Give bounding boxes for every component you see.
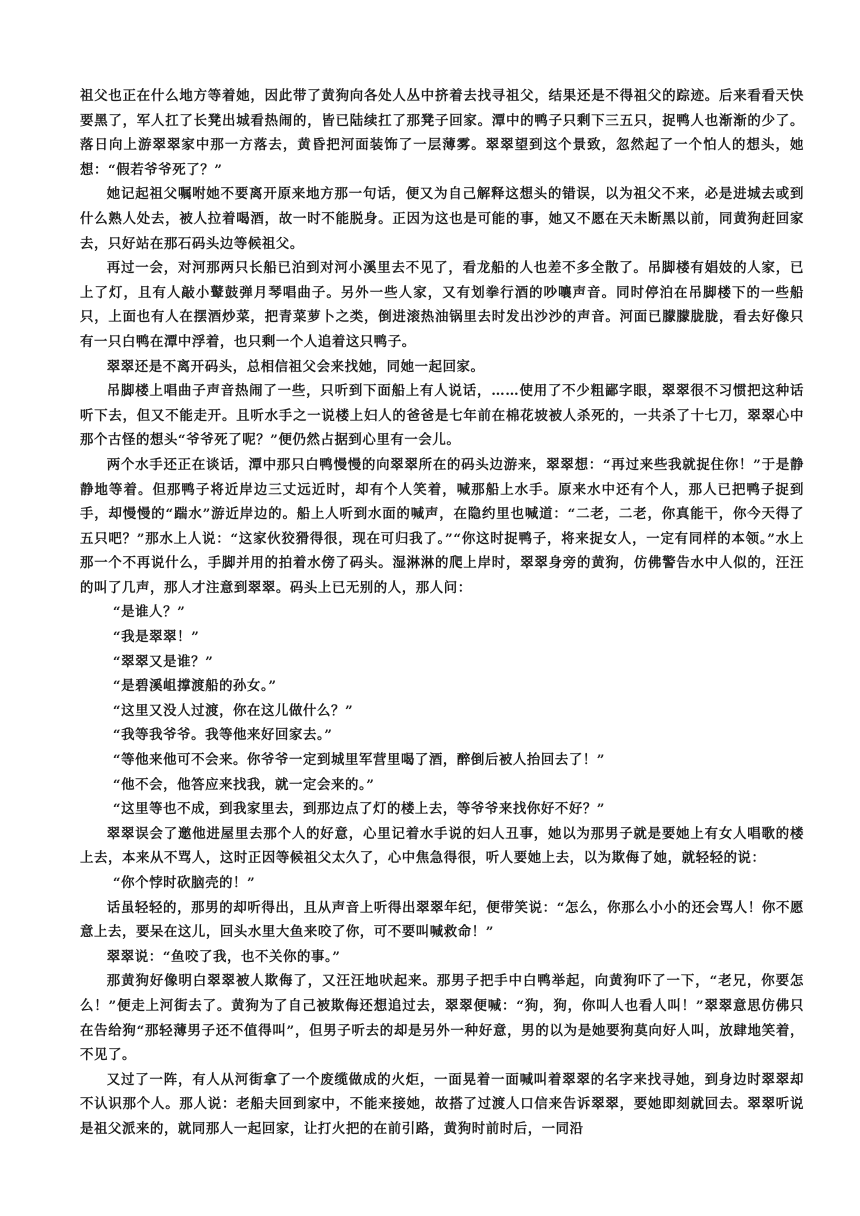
paragraph-1: 祖父也正在什么地方等着她，因此带了黄狗向各处人丛中挤着去找寻祖父，结果还是不得祖父的踪迹。后来看看天快要黑了，军人扛了长凳出城看热闹的，皆已陆续扛了那凳子回家。潭中的鸭子只剩下三五只，捉鸭人也渐渐的少了。落日向上游翠翠家中那一方落去，黄昏把河面装饰了一层薄雾。翠翠望到这个景致，忽然起了一个怕人的想头，她想：“假若爷爷死了？” [80,88,804,178]
paragraph-11: 又过了一阵，有人从河街拿了一个废缆做成的火炬，一面晃着一面喊叫着翠翠的名字来找寻她，到身边时翠翠却不认识那个人。那人说：老船夫回到家中，不能来接她，故搭了过渡人口信来告诉翠翠，要她即刻就回去。翠翠听说是祖父派来的，就同那人一起回家，让打火把的在前引路，黄狗时前时后，一同沿 [80,1071,804,1137]
dialogue-line-5: “这里又没人过渡，你在这儿做什么？” [112,702,354,719]
paragraph-6: 两个水手还正在谈话，潭中那只白鸭慢慢的向翠翠所在的码头边游来，翠翠想：“再过来些我就捉住你！”于是静静地等着。但那鸭子将近岸边三丈远近时，却有个人笑着，喊那船上水手。原来水中还有个人，那人已把鸭子捉到手，却慢慢的“踹水”游近岸边的。船上人听到水面的喊声，在隐约里也喊道：“二老，二老，你真能干，你今天得了五只吧？”那水上人说：“这家伙狡猾得很，现在可归我了。”“你这时捉鸭子，将来捉女人，一定有同样的本领。”水上那一个不再说什么，手脚并用的拍着水傍了码头。湿淋淋的爬上岸时，翠翠身旁的黄狗，仿佛警告水中人似的，汪汪的叫了几声，那人才注意到翠翠。码头上已无别的人，那人问： [80,456,804,596]
paragraph-4: 翠翠还是不离开码头，总相信祖父会来找她，同她一起回家。 [106,358,485,375]
paragraph-10: 那黄狗好像明白翠翠被人欺侮了，又汪汪地吠起来。那男子把手中白鸭举起，向黄狗吓了一下，“老兄，你要怎么！”便走上河街去了。黄狗为了自己被欺侮还想追过去，翠翠便喊：“狗，狗，你叫人也看人叫！”翠翠意思仿佛只在告给狗“那轻薄男子还不值得叫”，但男子听去的却是另外一种好意，男的以为是她要狗莫向好人叫，放肆地笑着，不见了。 [80,973,804,1064]
dialogue-line-1: “是谁人？” [112,604,186,621]
dialogue-line-8: “他不会，他答应来找我，就一定会来的。” [112,776,375,793]
paragraph-8: 话虽轻轻的，那男的却听得出，且从声音上听得出翠翠年纪，便带笑说：“怎么，你那么小小的还会骂人！你不愿意上去，要呆在这儿，回头水里大鱼来咬了你，可不要叫喊救命！” [80,899,804,941]
paragraph-5: 吊脚楼上唱曲子声音热闹了一些，只听到下面船上有人说话，……使用了不少粗鄙字眼，翠翠很不习惯把这种话听下去，但又不能走开。且听水手之一说楼上妇人的爸爸是七年前在棉花坡被人杀死的，一共杀了十七刀，翠翠心中那个古怪的想头“爷爷死了呢？”便仍然占据到心里有一会儿。 [80,383,804,449]
paragraph-2: 她记起祖父嘱咐她不要离开原来地方那一句话，便又为自己解释这想头的错误，以为祖父不来，必是进城去或到什么熟人处去，被人拉着喝酒，故一时不能脱身。正因为这也是可能的事，她又不愿在天未断黑以前，同黄狗赶回家去，只好站在那石码头边等候祖父。 [80,186,804,252]
dialogue-line-10: “你个悖时砍脑壳的！” [112,875,256,891]
dialogue-line-9: “这里等也不成，到我家里去，到那边点了灯的楼上去，等爷爷来找你好不好？” [112,801,606,818]
dialogue-line-4: “是碧溪岨撑渡船的孙女。” [112,678,277,695]
dialogue-line-2: “我是翠翠！” [112,629,200,646]
paragraph-9: 翠翠说：“鱼咬了我，也不关你的事。” [106,948,341,965]
dialogue-line-6: “我等我爷爷。我等他来好回家去。” [112,727,333,744]
dialogue-line-3: “翠翠又是谁？” [112,653,214,670]
dialogue-line-7: “等他来他可不会来。你爷爷一定到城里军营里喝了酒，醉倒后被人抬回去了！” [112,752,606,769]
paragraph-7: 翠翠误会了邀他进屋里去那个人的好意，心里记着水手说的妇人丑事，她以为那男子就是要她上有女人唱歌的楼上去，本来从不骂人，这时正因等候祖父太久了，心中焦急得很，听人要她上去，以为欺侮了她，就轻轻的说： [80,825,804,867]
paragraph-3: 再过一会，对河那两只长船已泊到对河小溪里去不见了，看龙船的人也差不多全散了。吊脚楼有娼妓的人家，已上了灯，且有人敲小鼙鼓弹月琴唱曲子。另外一些人家，又有划拳行酒的吵嚷声音。同时停泊在吊脚楼下的一些船只，上面也有人在摆酒炒菜，把青菜萝卜之类，倒进滚热油锅里去时发出沙沙的声音。河面已朦朦胧胧，看去好像只有一只白鸭在潭中浮着，也只剩一个人追着这只鸭子。 [80,260,804,350]
